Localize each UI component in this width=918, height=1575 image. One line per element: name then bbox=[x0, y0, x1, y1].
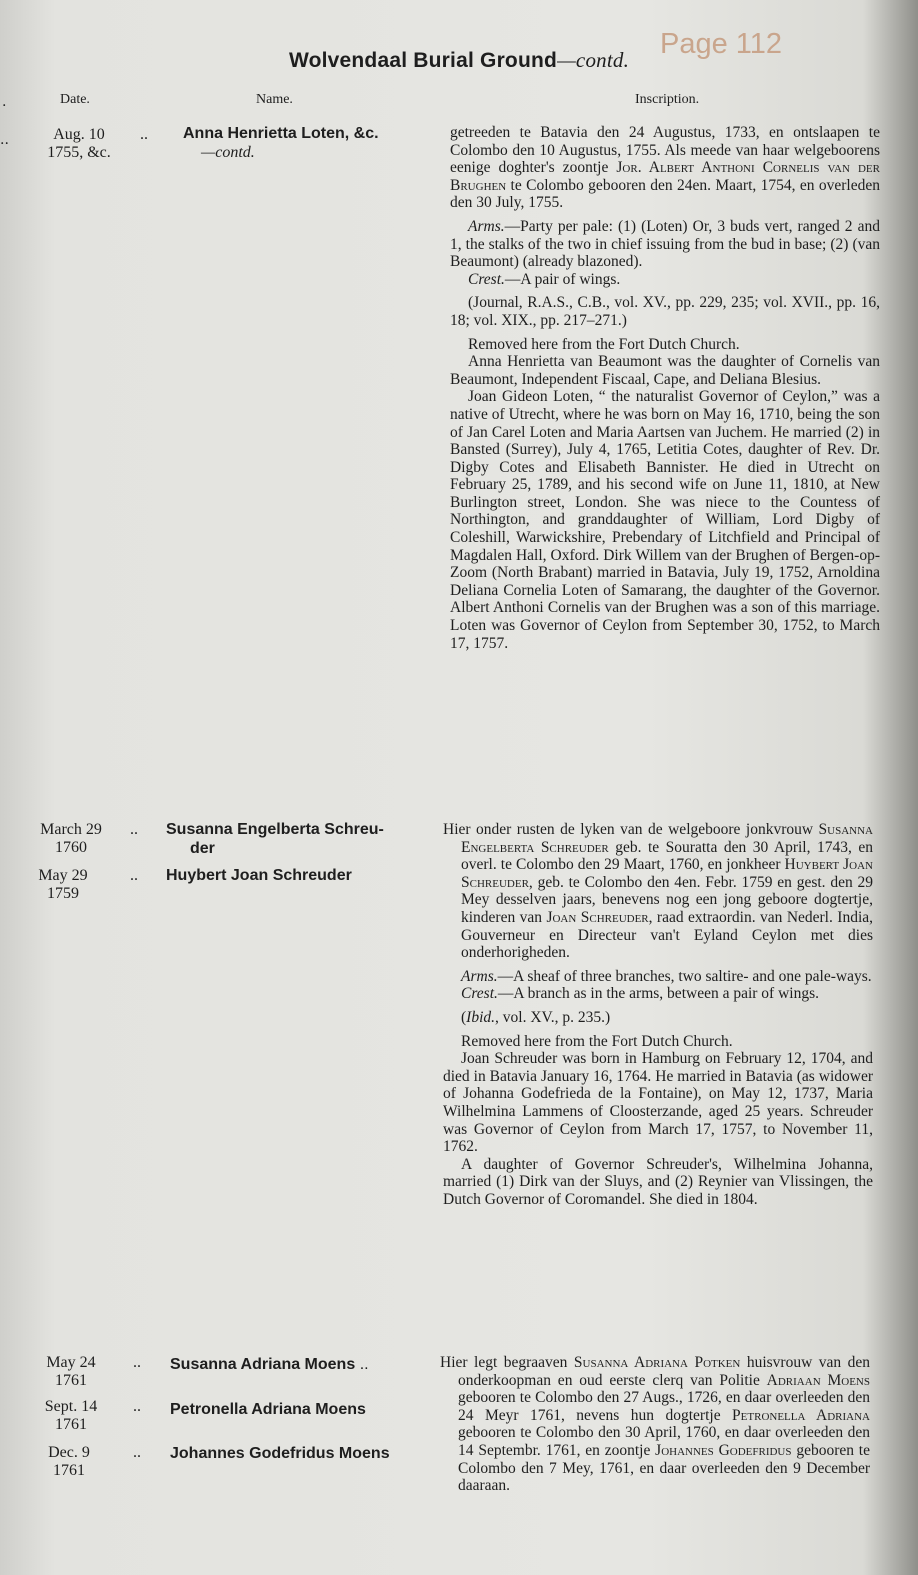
entry3-date-a bbox=[16, 1354, 126, 1390]
entry3-epitaph-name-3: Petronella Adriana bbox=[732, 1406, 870, 1424]
entry2-name-a-line1: Susanna Engelberta Schreu- bbox=[166, 821, 384, 838]
entry2-epitaph-name-3: Joan Schreuder bbox=[546, 908, 649, 926]
entry2-arms bbox=[443, 968, 873, 986]
margin-dot: . bbox=[2, 94, 7, 110]
entry1-date-line2: 1755, &c. bbox=[47, 144, 111, 161]
margin-dots: .. bbox=[0, 132, 9, 148]
entry1-date-line1: Aug. 10 bbox=[53, 126, 105, 143]
entry3-date-c bbox=[14, 1444, 124, 1480]
entry1-name-text: Anna Henrietta Loten, &c. bbox=[183, 125, 379, 142]
entry3-date-a-line1: May 24 bbox=[46, 1354, 96, 1371]
entry1-inscription bbox=[450, 124, 880, 652]
entry3-epitaph bbox=[440, 1354, 870, 1495]
entry1-epitaph bbox=[450, 124, 880, 212]
entry2-arms-label: Arms. bbox=[461, 967, 498, 985]
entry2-note-2: A daughter of Governor Schreuder's, Wilhelmina Johanna, married (1) Dirk van der Sluys, and (2) Reynier van Vlissingen, the Dutch Governor of Coromandel. She died in 1804. bbox=[443, 1155, 873, 1208]
entry3-leader-b: .. bbox=[133, 1398, 141, 1415]
entry2-reference-label: Ibid. bbox=[466, 1008, 496, 1026]
entry1-date bbox=[24, 126, 134, 162]
title-contd: —contd. bbox=[557, 48, 630, 72]
entry2-name-a bbox=[166, 820, 384, 858]
entry2-epitaph bbox=[443, 821, 873, 962]
entry3-name-a-text: Susanna Adriana Moens bbox=[170, 1356, 356, 1373]
entry2-reference-open: ( bbox=[461, 1008, 467, 1026]
entry2-epitaph-text-1: Hier onder rusten de lyken van de welgeboore jonkvrouw bbox=[443, 821, 819, 838]
entry1-crest bbox=[450, 271, 880, 289]
entry2-epitaph-name-1: Susanna Engelberta Schreuder bbox=[461, 821, 873, 856]
entry2-date-b-line1: May 29 bbox=[38, 867, 88, 884]
entry1-arms-label: Arms. bbox=[468, 217, 505, 235]
entry2-crest-label: Crest. bbox=[461, 985, 498, 1003]
entry3-leader-c: .. bbox=[133, 1444, 141, 1461]
entry2-leader-b: .. bbox=[130, 867, 138, 884]
entry2-note-1: Joan Schreuder was born in Hamburg on February 12, 1704, and died in Batavia January 16, 1764. He married in Batavia (as widower of Johanna Godefrieda de la Fontaine), on May 12, 1737, Maria Wilhelmina Lammens of Cloosterzande, aged 25 years. Schreuder was Governor of Ceylon from March 17, 1757, to November 11, 1762. bbox=[443, 1050, 873, 1156]
column-header-name: Name. bbox=[256, 92, 293, 107]
entry3-epitaph-text-1: Hier legt begraaven bbox=[440, 1354, 574, 1371]
entry2-epitaph-text-4: , raad extraordin. van Nederl. India, Gouverneur en Directeur van't Eyland Ceylon met dies onderhorigheden. bbox=[461, 908, 874, 962]
entry1-note-2: Joan Gideon Loten, “ the naturalist Governor of Ceylon,” was a native of Utrecht, where he was born on May 16, 1710, being the son of Jan Carel Loten and Maria Aartsen van Juchem. He married (2) in Bansted (Surrey), July 4, 1765, Letitia Cotes, daughter of Rev. Dr. Digby Cotes and Elisabeth Bannister. He died in Utrecht on February 25, 1789, and his second wife on June 11, 1810, at New Burlington street, London. She was niece to the Countess of Northington, and granddaughter of William, Lord Digby of Coleshill, Warwickshire, Prebendary of Litchfield and Principal of Magdalen Hall, Oxford. Dirk Willem van der Brughen of Bergen-op-Zoom (North Brabant) married in Batavia, July 19, 1752, Arnoldina Deliana Cornelia Loten of Samarang, the daughter of the Governor. Albert Anthoni Cornelis van der Brughen was a son of this marriage. Loten was Governor of Ceylon from September 30, 1752, to March 17, 1757. bbox=[450, 388, 880, 652]
entry2-leader-a: .. bbox=[130, 821, 138, 838]
entry3-date-b bbox=[16, 1398, 126, 1434]
page-number-label: Page 112 bbox=[660, 28, 783, 60]
entry2-date-a bbox=[16, 821, 126, 857]
entry3-epitaph-text-3: gebooren te Colombo den 27 Augs., 1726, en daar overleeden den 24 Meyr 1761, nevens hun dogtertje bbox=[458, 1389, 870, 1424]
entry3-name-b: Petronella Adriana Moens bbox=[170, 1401, 366, 1418]
entry2-date-a-line2: 1760 bbox=[55, 839, 87, 856]
entry3-date-a-line2: 1761 bbox=[55, 1372, 87, 1389]
entry1-epitaph-text-b: te Colombo gebooren den 24en. Maart, 1754, en overleden den 30 July, 1755. bbox=[450, 176, 880, 212]
entry3-date-c-line2: 1761 bbox=[53, 1462, 85, 1479]
entry2-date-a-line1: March 29 bbox=[40, 821, 102, 838]
entry2-removed: Removed here from the Fort Dutch Church. bbox=[461, 1032, 733, 1050]
entry3-name-a-leader: .. bbox=[359, 1356, 369, 1373]
entry1-epitaph-name: Jor. Albert Anthoni Cornelis van der Brughen bbox=[450, 159, 880, 194]
entry2-epitaph-text-2: geb. te Souratta den 30 April, 1743, en overl. te Colombo den 29 Maart, 1760, en jonkheer bbox=[461, 838, 873, 874]
entry3-leader-a: .. bbox=[133, 1354, 141, 1371]
entry2-crest-text: —A branch as in the arms, between a pair of wings. bbox=[497, 985, 819, 1003]
title-main: Wolvendaal Burial Ground bbox=[288, 49, 558, 72]
entry2-arms-text: —A sheaf of three branches, two saltire- and one pale-ways. bbox=[497, 967, 872, 985]
entry1-reference: (Journal, R.A.S., C.B., vol. XV., pp. 229, 235; vol. XVII., pp. 16, 18; vol. XIX., pp. 217–271.) bbox=[450, 294, 880, 329]
entry2-inscription bbox=[443, 821, 873, 1208]
entry2-reference-text: , vol. XV., p. 235.) bbox=[495, 1008, 611, 1026]
entry3-epitaph-text-5: gebooren te Colombo den 7 Mey, 1761, en daar overleeden den 9 December daaraan. bbox=[458, 1441, 870, 1495]
entry3-date-c-line1: Dec. 9 bbox=[48, 1444, 90, 1461]
entry3-name-c: Johannes Godefridus Moens bbox=[170, 1445, 390, 1462]
entry1-leader: .. bbox=[140, 126, 148, 143]
entry1-epitaph-text-a: getreeden te Batavia den 24 Augustus, 1733, en ontslaapen te Colombo den 10 Augustus, 1755. Als meede van haar welgeboorens eenige doghter's zoontje bbox=[450, 124, 880, 177]
entry2-reference bbox=[443, 1009, 873, 1027]
entry3-date-b-line1: Sept. 14 bbox=[44, 1398, 98, 1415]
entry1-arms bbox=[450, 218, 880, 271]
entry1-removed: Removed here from the Fort Dutch Church. bbox=[468, 335, 740, 353]
entry1-arms-text: —Party per pale: (1) (Loten) Or, 3 buds vert, ranged 2 and 1, the stalks of the two in chief issuing from the bud in base; (2) (van Beaumont) (already blazoned). bbox=[450, 217, 880, 271]
entry3-epitaph-text-2: huisvrouw van den onderkoopman en oud eerste clerq van Politie bbox=[458, 1354, 871, 1389]
column-header-inscription: Inscription. bbox=[635, 92, 700, 107]
entry1-crest-label: Crest. bbox=[468, 270, 505, 288]
entry3-inscription bbox=[440, 1354, 870, 1495]
entry2-crest bbox=[443, 985, 873, 1003]
entry1-name-contd: —contd. bbox=[201, 144, 255, 161]
entry3-date-b-line2: 1761 bbox=[55, 1416, 87, 1433]
entry1-name bbox=[183, 124, 379, 162]
entry3-epitaph-text-4: gebooren te Colombo den 30 April, 1760, en daar overleeden den 14 Septembr. 1761, en zoontje bbox=[458, 1424, 870, 1459]
entry3-epitaph-name-2: Adriaan Moens bbox=[766, 1371, 870, 1389]
entry2-date-b bbox=[8, 867, 118, 903]
entry3-epitaph-name-4: Johannes Godefridus bbox=[655, 1441, 792, 1459]
entry2-name-a-line2: der bbox=[190, 840, 215, 857]
entry3-name-a bbox=[170, 1355, 369, 1374]
entry2-name-b: Huybert Joan Schreuder bbox=[166, 867, 352, 884]
entry2-date-b-line2: 1759 bbox=[47, 885, 79, 902]
entry2-epitaph-name-2: Huybert Joan Schreuder bbox=[461, 856, 873, 891]
entry1-crest-text: —A pair of wings. bbox=[504, 270, 621, 288]
entry2-epitaph-text-3: , geb. te Colombo den 4en. Febr. 1759 en gest. den 29 Mey desselven jaars, benevens nog een jong geboore dogtertje, kinderen van bbox=[461, 873, 873, 926]
entry1-note-1: Anna Henrietta van Beaumont was the daughter of Cornelis van Beaumont, Independent Fiscaal, Cape, and Deliana Blesius. bbox=[450, 353, 880, 388]
entry3-epitaph-name-1: Susanna Adriana Potken bbox=[573, 1354, 741, 1371]
column-header-date: Date. bbox=[60, 92, 90, 107]
